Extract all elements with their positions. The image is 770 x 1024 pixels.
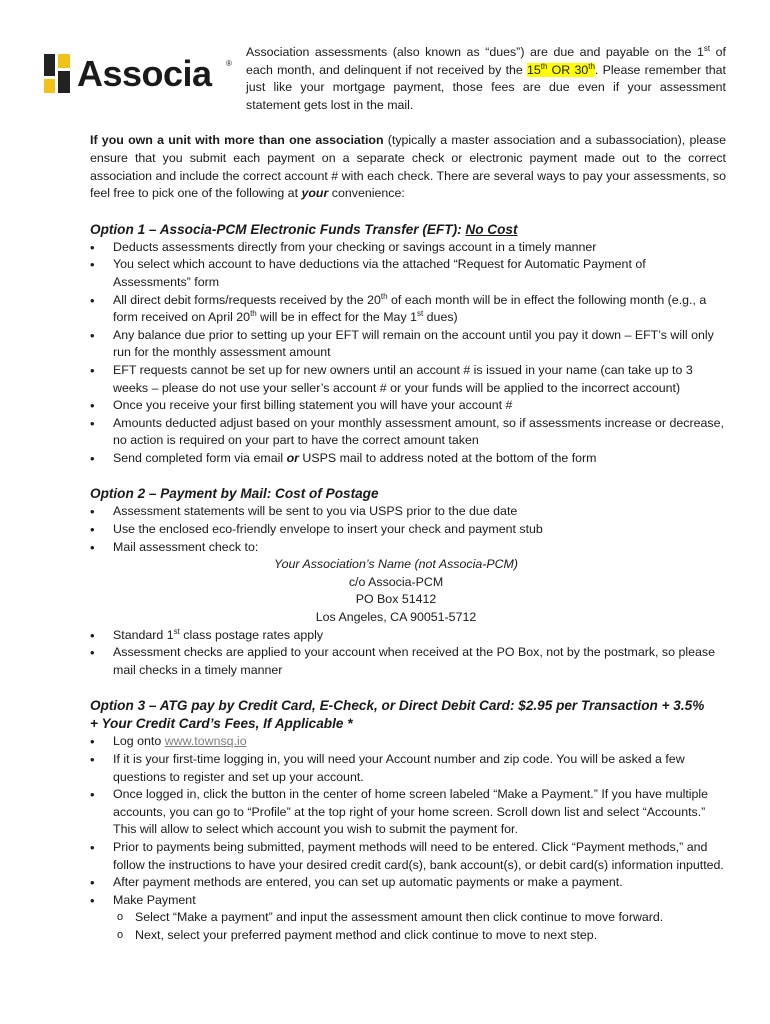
sub-list-item: o Next, select your preferred payment method and click continue to move to next step. xyxy=(111,927,726,945)
list-item: • EFT requests cannot be set up for new owners until an account # is issued in your name (can take up to 3 weeks – please do not use your seller’s account # or your funds will be applied to the incorrect account) xyxy=(90,362,726,397)
list-item: • Any balance due prior to setting up your EFT will remain on the account until you pay it down – EFT’s will only run for the monthly assessment amount xyxy=(90,327,726,362)
list-item: • Prior to payments being submitted, payment methods will need to be entered. Click “Payment methods,” and follow the instructions to have your desired credit card(s), bank account(s), or debit card(s) information inputted. xyxy=(90,839,726,874)
option-2-section xyxy=(90,485,726,679)
registered-mark: ® xyxy=(226,59,232,68)
associa-logo-mark-icon xyxy=(44,54,72,94)
list-item: • Once logged in, click the button in the center of home screen labeled “Make a Payment.” If you have multiple accounts, you can go to “Profile” at the top right of your home screen. Scroll down list and select “Accounts.” This will allow to select which account you wish to submit the payment for. xyxy=(90,786,726,839)
list-item: • Once you receive your first billing statement you will have your account # xyxy=(90,397,726,415)
address-line: Los Angeles, CA 90051-5712 xyxy=(315,610,477,625)
make-payment-sublist xyxy=(111,909,726,944)
address-line: c/o Associa-PCM xyxy=(348,574,444,589)
intro-paragraph: Association assessments (also known as “dues”) are due and payable on the 1st of each month, and delinquent if not received by the 15th OR 30th. Please remember that just like your mortgage payment, those fees are due even if your assessment statement gets lost in the mail. xyxy=(246,43,726,112)
address-line: PO Box 51412 xyxy=(355,592,437,607)
option-3-heading: Option 3 – ATG pay by Credit Card, E-Check, or Direct Debit Card: $2.95 per Transaction + 3.5% + Your Credit Card’s Fees, If Applicable * xyxy=(90,698,705,732)
address-line: Your Association’s Name (not Associa-PCM) xyxy=(274,557,518,572)
option-2-list-continued xyxy=(90,627,726,680)
option-2-heading: Option 2 – Payment by Mail: Cost of Postage xyxy=(90,486,379,502)
list-item: • Assessment checks are applied to your account when received at the PO Box, not by the postmark, so please mail checks in a timely manner xyxy=(90,644,726,679)
logo-wordmark: Associa xyxy=(77,53,212,94)
list-item: • Use the enclosed eco-friendly envelope to insert your check and payment stub xyxy=(90,521,726,539)
list-item: • Amounts deducted adjust based on your monthly assessment amount, so if assessments increase or decrease, no action is required on your part to have the correct amount taken xyxy=(90,415,726,450)
option-3-section xyxy=(90,697,726,944)
highlighted-due-dates: 15th OR 30th xyxy=(527,61,595,77)
list-item: • Deducts assessments directly from your checking or savings account in a timely manner xyxy=(90,239,726,257)
multiple-association-paragraph: If you own a unit with more than one association (typically a master association and a subassociation), please ensure that you submit each payment on a separate check or electronic payment made out to the correct association and include the correct account # with each check. There are several ways to pay your assessments, so feel free to pick one of the following at your convenience: xyxy=(90,133,726,201)
list-item: • You select which account to have deductions via the attached “Request for Automatic Payment of Assessments” form xyxy=(90,256,726,291)
list-item: • If it is your first-time logging in, you will need your Account number and zip code. You will be asked a few questions to register and set up your account. xyxy=(90,751,726,786)
list-item: • Standard 1st class postage rates apply xyxy=(90,627,726,645)
list-item: • Log onto www.townsq.io xyxy=(90,733,726,751)
option-3-list xyxy=(90,733,726,909)
option-1-heading: Option 1 – Associa-PCM Electronic Funds Transfer (EFT): No Cost xyxy=(90,221,518,237)
list-item: • Mail assessment check to: xyxy=(90,539,726,557)
document-body xyxy=(90,44,726,945)
sub-list-item: o Select “Make a payment” and input the assessment amount then click continue to move forward. xyxy=(111,909,726,927)
list-item: • Send completed form via email or USPS mail to address noted at the bottom of the form xyxy=(90,450,726,468)
list-item: • After payment methods are entered, you can set up automatic payments or make a payment. xyxy=(90,874,726,892)
mailing-address xyxy=(66,556,726,626)
option-1-section xyxy=(90,221,726,468)
option-2-list xyxy=(90,503,726,556)
option-1-list xyxy=(90,239,726,468)
list-item: • All direct debit forms/requests received by the 20th of each month will be in effect the following month (e.g., a form received on April 20th will be in effect for the May 1st dues) xyxy=(90,292,726,327)
list-item: • Make Payment xyxy=(90,892,726,910)
list-item: • Assessment statements will be sent to you via USPS prior to the due date xyxy=(90,503,726,521)
townsq-link[interactable]: www.townsq.io xyxy=(164,734,247,749)
